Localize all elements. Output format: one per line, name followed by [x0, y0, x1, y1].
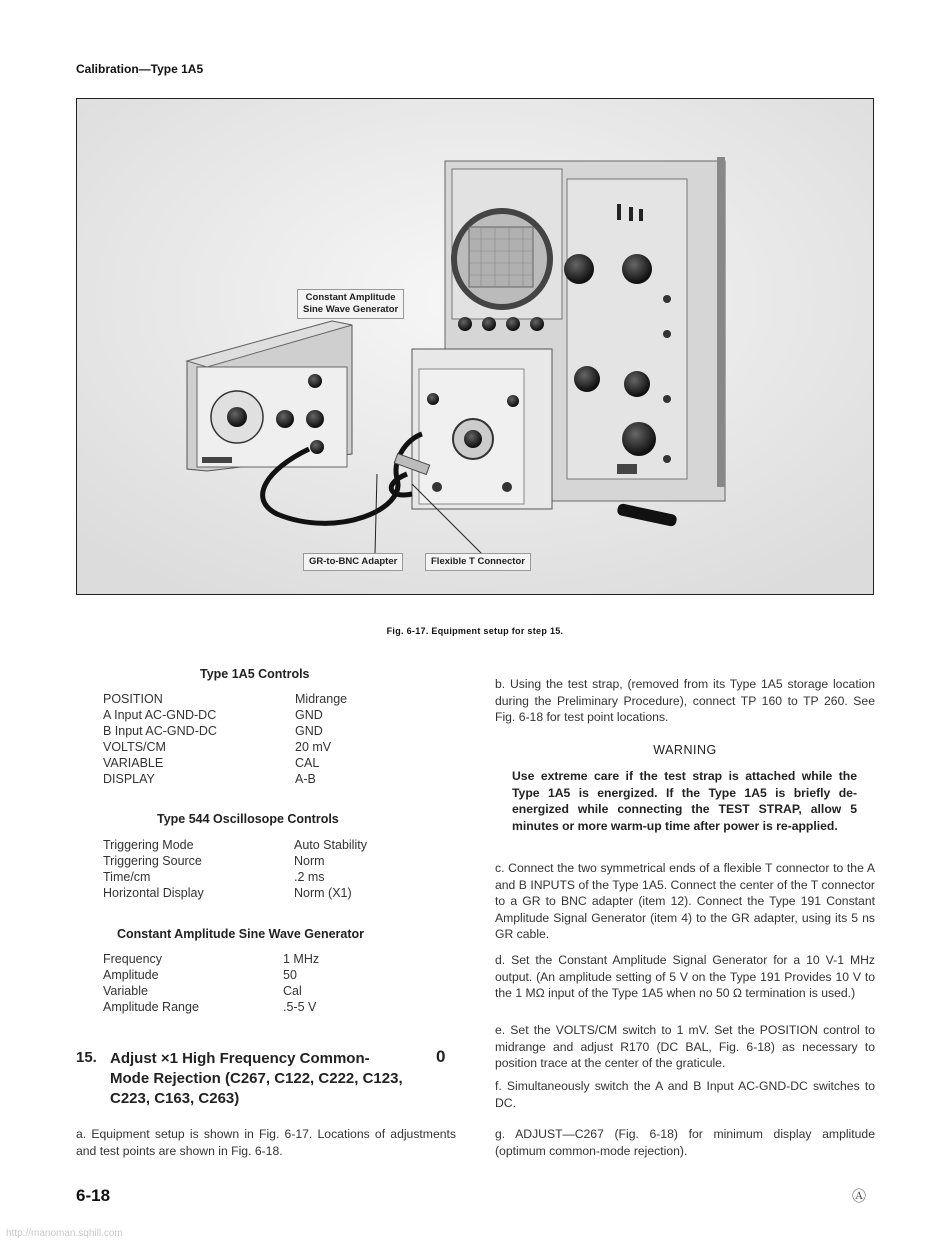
table-row-value: Midrange [295, 692, 348, 706]
table-row-name: POSITION [103, 692, 163, 706]
table-row-name: VOLTS/CM [103, 740, 166, 754]
table-row-name: Horizontal Display [103, 886, 204, 900]
callout-adapter: GR-to-BNC Adapter [303, 553, 403, 571]
table-row-name: Variable [103, 984, 148, 998]
warning-body: Use extreme care if the test strap is attached while the Type 1A5 is energized. If the Type 1A5 is briefly de-energized while connecting the TEST STRAP, allow 5 minutes or more warm-up time after power is re-applied. [512, 769, 857, 833]
table-row-name: Amplitude Range [103, 1000, 199, 1014]
step-title [110, 1049, 460, 1109]
table-row-name: DISPLAY [103, 772, 155, 786]
warning-title: WARNING [653, 743, 717, 757]
table-row-value: .5-5 V [283, 1000, 317, 1014]
table-row-value: .2 ms [294, 870, 325, 884]
table-row-name: Frequency [103, 952, 163, 966]
paragraph-d: d. Set the Constant Amplitude Signal Generator for a 10 V-1 MHz output. (An amplitude setting of 5 V on the Type 191 Provides 10 V to the 1 MΩ input of the Type 1A5 when no 50 Ω termination is used.) [495, 953, 875, 1001]
paragraph-g: g. ADJUST—C267 (Fig. 6-18) for minimum display amplitude (optimum common-mode rejection). [495, 1127, 875, 1158]
step-number: 15. [76, 1049, 97, 1066]
table-row-name: Triggering Mode [103, 838, 194, 852]
page-number: 6-18 [76, 1186, 111, 1205]
table-row-value: Auto Stability [294, 838, 367, 852]
step-title-line-2: Mode Rejection (C267, C122, C222, C123, [110, 1070, 403, 1087]
table-row-name: VARIABLE [103, 756, 164, 770]
table-row-name: B Input AC-GND-DC [103, 724, 217, 738]
callout-t-connector: Flexible T Connector [425, 553, 531, 571]
step-symbol: 0 [436, 1047, 446, 1066]
paragraph-c: c. Connect the two symmetrical ends of a flexible T connector to the A and B INPUTS of the Type 1A5. Connect the center of the T connector to a GR to BNC adapter (item 12). Connect the Type 191 Constant Amplitude Signal Generator (item 4) to the GR adapter, using its 5 ns GR cable. [495, 861, 875, 942]
paragraph-b: b. Using the test strap, (removed from its Type 1A5 storage location during the Preliminary Procedure), connect TP 160 to TP 260. See Fig. 6-18 for test point locations. [495, 677, 875, 725]
revision-mark: Ⓐ [852, 1188, 866, 1204]
figure-caption: Fig. 6-17. Equipment setup for step 15. [386, 626, 564, 636]
paragraph-e: e. Set the VOLTS/CM switch to 1 mV. Set the POSITION control to midrange and adjust R170 (DC BAL, Fig. 6-18) as necessary to position trace at the center of the graticule. [495, 1023, 875, 1071]
running-title: Calibration—Type 1A5 [76, 62, 204, 76]
table-row-value: GND [295, 724, 323, 738]
table-row-name: Time/cm [103, 870, 151, 884]
table-row-value: 20 mV [295, 740, 332, 754]
table-row-value: Cal [283, 984, 302, 998]
watermark: http://manoman.sqhill.com [6, 1228, 123, 1239]
table-row-value: 1 MHz [283, 952, 320, 966]
callout-sine-generator [297, 289, 404, 319]
table-row-name: Amplitude [103, 968, 159, 982]
table-row-value: 50 [283, 968, 297, 982]
step-title-line-3: C223, C163, C263) [110, 1090, 240, 1107]
equipment-photo [76, 98, 874, 595]
equipment-illustration [77, 99, 874, 595]
table-row-value: Norm [294, 854, 325, 868]
paragraph-a: a. Equipment setup is shown in Fig. 6-17. Locations of adjustments and test points are shown in Fig. 6-18. [76, 1127, 456, 1158]
paragraph-f: f. Simultaneously switch the A and B Input AC-GND-DC switches to DC. [495, 1079, 875, 1110]
table-544-title: Type 544 Oscillosope Controls [157, 812, 339, 826]
table-row-name: Triggering Source [103, 854, 202, 868]
plug-in-unit [412, 349, 552, 509]
step-title-line-1: Adjust ×1 High Frequency Common- [110, 1050, 370, 1067]
table-generator-title: Constant Amplitude Sine Wave Generator [117, 927, 365, 941]
table-row-value: A-B [295, 772, 316, 786]
callout-sine-generator-line-2: Sine Wave Generator [303, 304, 399, 315]
table-1a5-title: Type 1A5 Controls [200, 667, 310, 681]
table-row-value: Norm (X1) [294, 886, 352, 900]
callout-sine-generator-line-1: Constant Amplitude [305, 292, 396, 303]
table-row-value: CAL [295, 756, 320, 770]
table-row-name: A Input AC-GND-DC [103, 708, 217, 722]
table-row-value: GND [295, 708, 323, 722]
